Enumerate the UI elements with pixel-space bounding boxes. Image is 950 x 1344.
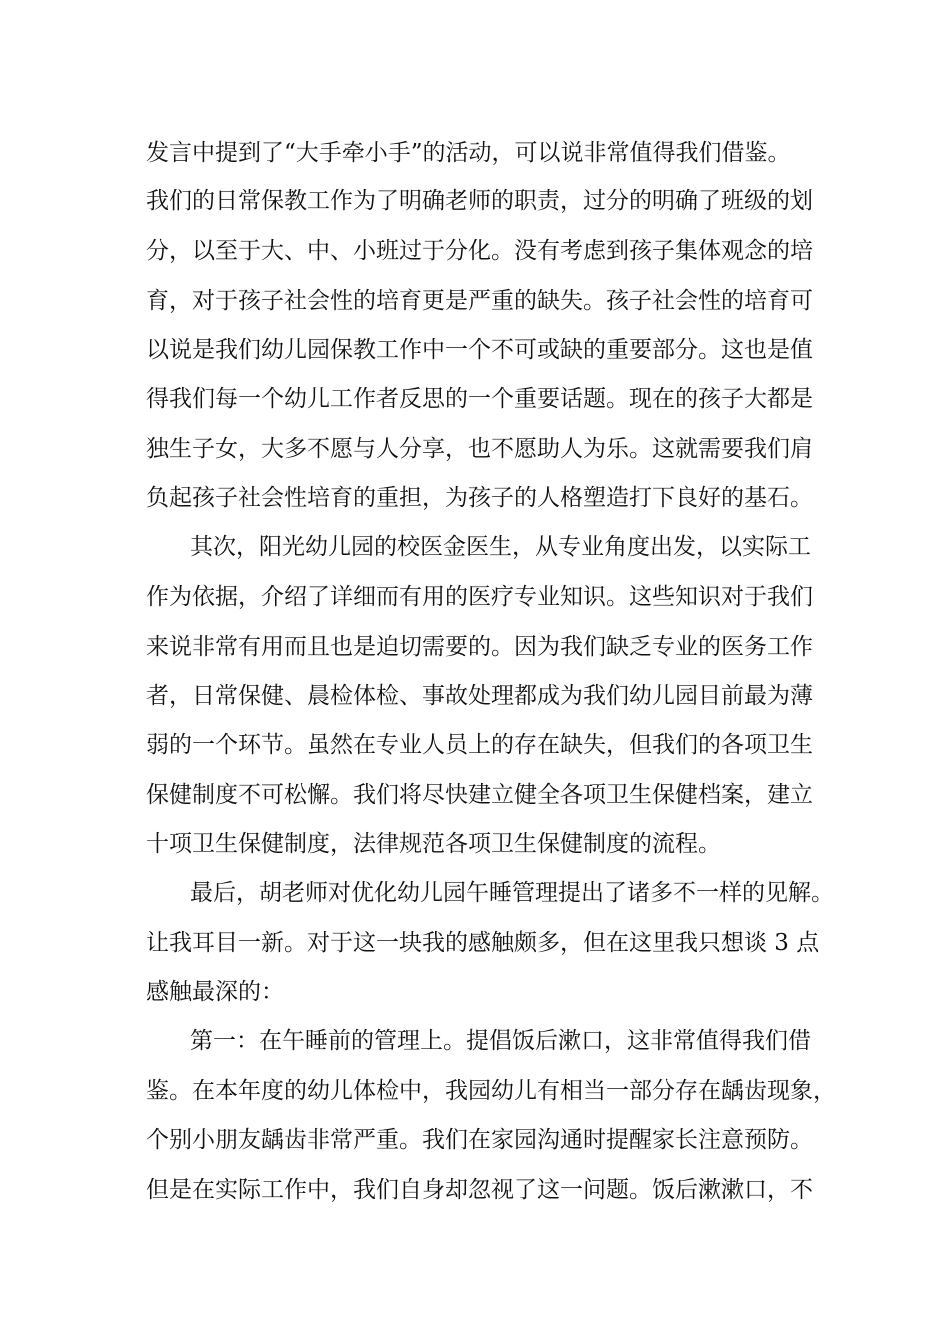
text-line: 以说是我们幼儿园保教工作中一个不可或缺的重要部分。这也是值 bbox=[146, 337, 813, 363]
text-line: 我们的日常保教工作为了明确老师的职责，过分的明确了班级的划 bbox=[146, 188, 813, 214]
text-line: 感触最深的： bbox=[146, 979, 284, 1005]
text-line: 弱的一个环节。虽然在专业人员上的存在缺失，但我们的各项卫生 bbox=[146, 732, 813, 758]
text-line: 保健制度不可松懈。我们将尽快建立健全各项卫生保健档案，建立 bbox=[146, 782, 813, 808]
text-line: 让我耳目一新。对于这一块我的感触颇多，但在这里我只想谈 3 点 bbox=[146, 930, 820, 956]
text-line: 鉴。在本年度的幼儿体检中，我园幼儿有相当一部分存在龋齿现象， bbox=[146, 1078, 836, 1104]
text-line: 其次，阳光幼儿园的校医金医生，从专业角度出发，以实际工 bbox=[190, 534, 811, 560]
text-line: 作为依据，介绍了详细而有用的医疗专业知识。这些知识对于我们 bbox=[146, 584, 813, 610]
text-line: 来说非常有用而且也是迫切需要的。因为我们缺乏专业的医务工作 bbox=[146, 634, 813, 660]
text-line: 发言中提到了“大手牵小手”的活动，可以说非常值得我们借鉴。 bbox=[146, 140, 791, 166]
text-line: 但是在实际工作中，我们自身却忽视了这一问题。饭后漱漱口，不 bbox=[146, 1177, 813, 1203]
text-line: 最后，胡老师对优化幼儿园午睡管理提出了诸多不一样的见解。 bbox=[190, 880, 834, 906]
text-line: 育，对于孩子社会性的培育更是严重的缺失。孩子社会性的培育可 bbox=[146, 288, 813, 314]
text-line: 个别小朋友龋齿非常严重。我们在家园沟通时提醒家长注意预防。 bbox=[146, 1127, 813, 1153]
text-line: 负起孩子社会性培育的重担，为孩子的人格塑造打下良好的基石。 bbox=[146, 485, 813, 511]
text-line: 分，以至于大、中、小班过于分化。没有考虑到孩子集体观念的培 bbox=[146, 238, 813, 264]
text-line: 得我们每一个幼儿工作者反思的一个重要话题。现在的孩子大都是 bbox=[146, 386, 813, 412]
text-line: 独生子女，大多不愿与人分享，也不愿助人为乐。这就需要我们肩 bbox=[146, 436, 813, 462]
text-line: 者，日常保健、晨检体检、事故处理都成为我们幼儿园目前最为薄 bbox=[146, 683, 813, 709]
text-line: 十项卫生保健制度，法律规范各项卫生保健制度的流程。 bbox=[146, 831, 721, 857]
text-line: 第一：在午睡前的管理上。提倡饭后漱口，这非常值得我们借 bbox=[190, 1028, 811, 1054]
